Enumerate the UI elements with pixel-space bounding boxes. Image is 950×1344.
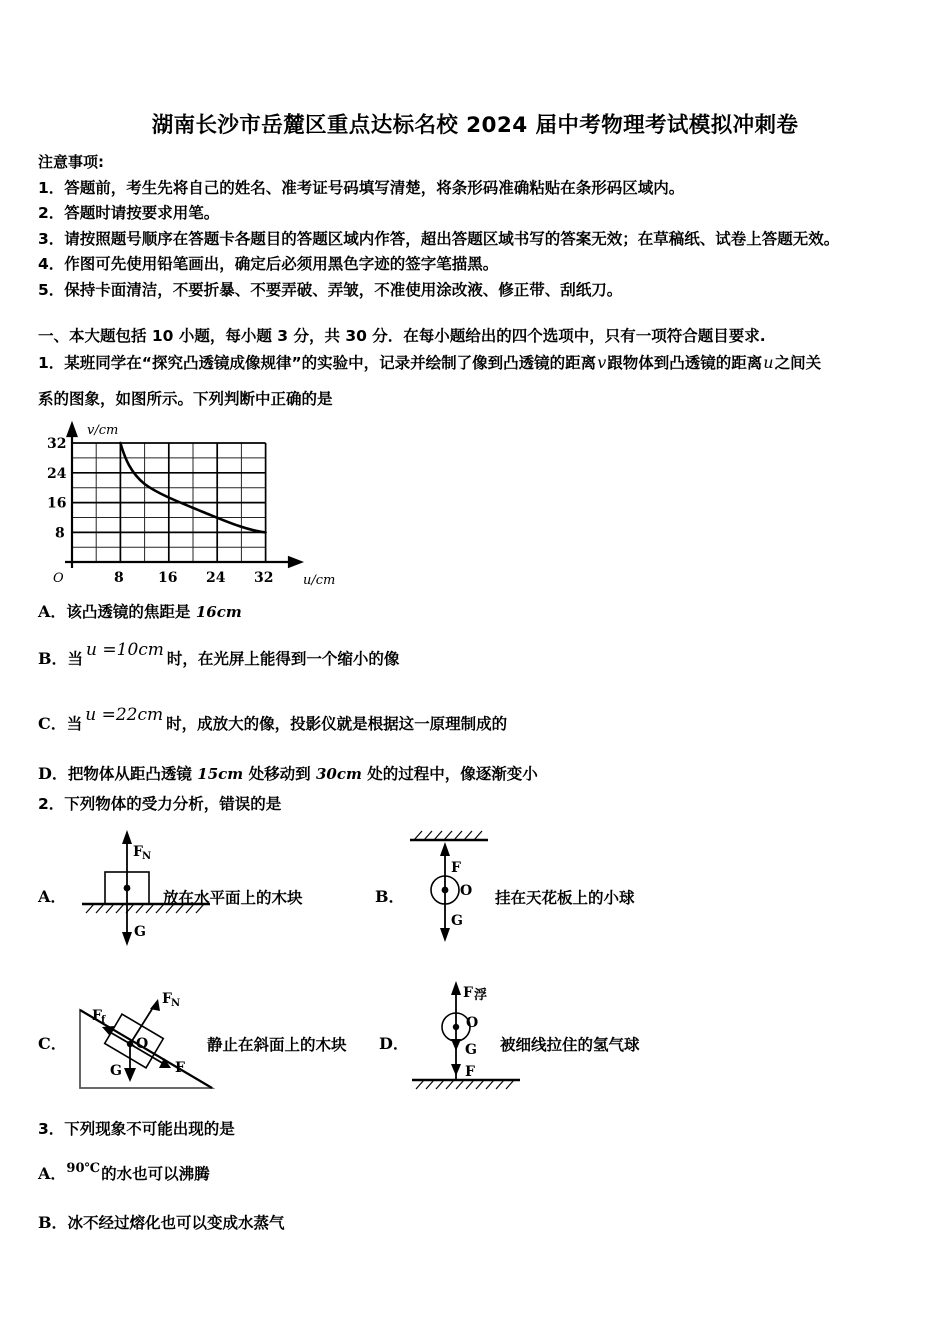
question-3-option-a-temperature: 90℃ bbox=[66, 1161, 101, 1176]
question-1-stem-line-1 bbox=[38, 352, 821, 374]
question-1-option-c bbox=[38, 705, 508, 735]
question-1-option-d-unit-2: cm bbox=[336, 765, 362, 783]
arrow-head-up bbox=[440, 842, 450, 856]
notice-item-1: 1．答题前，考生先将自己的姓名、准考证号码填写清楚，将条形码准确粘贴在条形码区域内。 bbox=[38, 178, 685, 197]
arrow-head-buoyancy bbox=[451, 981, 461, 995]
question-2-option-b-caption: 挂在天花板上的小球 bbox=[495, 889, 635, 907]
question-3-option-b bbox=[38, 1212, 285, 1234]
question-2-option-d-label-wrap bbox=[379, 1033, 409, 1055]
notice-item-2: 2．答题时请按要求用笔。 bbox=[38, 204, 220, 223]
question-1-var-v: v bbox=[597, 353, 607, 372]
question-3-stem-text: 下列现象不可能出现的是 bbox=[64, 1120, 235, 1138]
notice-heading: 注意事项: bbox=[38, 153, 104, 171]
label-gravity: G bbox=[134, 924, 146, 940]
graph-xtick-16: 16 bbox=[158, 570, 178, 586]
label-gravity: G bbox=[110, 1063, 122, 1079]
question-1-option-a-label: A． bbox=[38, 602, 67, 621]
question-3-option-a bbox=[38, 1163, 210, 1187]
arrow-head-gravity bbox=[124, 1068, 136, 1082]
graph-ytick-32: 32 bbox=[47, 436, 67, 452]
question-1-option-d-text-after: 处的过程中，像逐渐变小 bbox=[361, 765, 538, 783]
question-3-option-a-label: A． bbox=[38, 1164, 67, 1183]
label-tension-force: F bbox=[451, 860, 461, 876]
graph-ytick-24: 24 bbox=[47, 466, 67, 482]
question-1-option-a-text: 该凸透镜的焦距是 bbox=[66, 603, 196, 621]
center-of-mass-dot bbox=[124, 885, 131, 892]
ceiling-hatching bbox=[414, 831, 482, 840]
question-2-option-b-label: B． bbox=[375, 887, 405, 906]
arrow-head-down bbox=[122, 932, 132, 946]
question-2-option-c-caption: 静止在斜面上的木块 bbox=[207, 1036, 347, 1054]
question-3-option-a-text: 的水也可以沸腾 bbox=[101, 1165, 210, 1183]
notice-item-4: 4．作图可先使用铅笔画出，确定后必须用黑色字迹的签字笔描黑。 bbox=[38, 255, 499, 274]
arrow-head-down bbox=[440, 928, 450, 942]
question-1-option-a bbox=[38, 601, 242, 623]
graph-major-gridlines bbox=[72, 443, 266, 562]
question-1-option-d bbox=[38, 763, 538, 785]
graph-xtick-24: 24 bbox=[206, 570, 226, 586]
question-1-option-b-text-after: 时，在光屏上能得到一个缩小的像 bbox=[166, 650, 400, 668]
ground-hatching bbox=[416, 1080, 514, 1089]
question-2-option-a-caption: 放在水平面上的木块 bbox=[163, 889, 303, 907]
question-3-option-b-text: 冰不经过熔化也可以变成水蒸气 bbox=[67, 1214, 285, 1232]
question-1-number: 1． bbox=[38, 354, 65, 372]
arrow-head-up bbox=[122, 830, 132, 844]
arrow-head-tension bbox=[451, 1064, 461, 1076]
label-normal-force: F bbox=[133, 844, 143, 860]
graph-x-axis-label: u/cm bbox=[303, 573, 336, 588]
graph-ytick-16: 16 bbox=[47, 495, 67, 512]
question-2-stem bbox=[38, 793, 281, 815]
question-2-option-d-caption: 被细线拉住的氢气球 bbox=[500, 1036, 640, 1054]
center-of-mass-dot bbox=[453, 1024, 459, 1030]
question-2-option-c-label-wrap bbox=[38, 1033, 67, 1055]
question-1-option-d-text-before: 把物体从距凸透镜 bbox=[67, 765, 198, 783]
question-1-option-a-value: 16 bbox=[195, 603, 217, 621]
notice-block bbox=[38, 150, 928, 304]
label-buoyant-force: F bbox=[463, 985, 473, 1001]
question-2-option-a-label: A． bbox=[38, 887, 67, 906]
label-point-o: O bbox=[460, 883, 473, 899]
question-2-option-a-label-wrap bbox=[38, 886, 66, 908]
question-1-stem-part-a: 某班同学在“探究凸透镜成像规律”的实验中，记录并绘制了像到凸透镜的距离 bbox=[64, 354, 597, 372]
notice-item-5: 5．保持卡面清洁，不要折暴、不要弄破、弄皱，不准使用涂改液、修正带、刮纸刀。 bbox=[38, 280, 623, 299]
graph-origin-label: O bbox=[53, 571, 64, 586]
question-1-option-c-text-before: 当 bbox=[66, 715, 83, 733]
question-1-option-c-formula: u =22cm bbox=[85, 705, 164, 725]
question-1-stem-part-b: 跟物体到凸透镜的距离 bbox=[607, 354, 763, 372]
question-1-option-c-label: C． bbox=[38, 714, 67, 733]
question-3-option-b-label: B． bbox=[38, 1213, 68, 1232]
graph-ytick-8: 8 bbox=[55, 525, 65, 542]
question-2-option-d-label: D． bbox=[379, 1034, 409, 1053]
label-normal-force-sub: N bbox=[171, 998, 181, 1009]
graph-xtick-32: 32 bbox=[254, 570, 274, 586]
center-of-mass-dot bbox=[442, 887, 449, 894]
question-1-option-d-value-2: 30 bbox=[315, 765, 337, 783]
question-2-stem-text: 下列物体的受力分析，错误的是 bbox=[64, 795, 282, 813]
question-3-number: 3． bbox=[38, 1120, 65, 1138]
label-tension-force: F bbox=[465, 1064, 475, 1080]
question-1-option-b-text-before: 当 bbox=[67, 650, 84, 668]
question-1-option-c-text-after: 时，成放大的像，投影仪就是根据这一原理制成的 bbox=[166, 715, 508, 733]
question-2-option-c-label: C． bbox=[38, 1034, 67, 1053]
arrow-head-normal bbox=[150, 999, 160, 1011]
question-1-option-d-label: D． bbox=[38, 764, 68, 783]
page-title: 湖南长沙市岳麓区重点达标名校 2024 届中考物理考试模拟冲刺卷 bbox=[151, 113, 799, 138]
section-header: 一、本大题包括 10 小题，每小题 3 分，共 30 分．在每小题给出的四个选项中，只有一项符合题目要求. bbox=[38, 327, 766, 345]
label-friction-force-sub: f bbox=[101, 1015, 106, 1026]
label-gravity: G bbox=[451, 913, 463, 929]
question-1-option-d-mid: 处移动到 bbox=[243, 765, 316, 783]
question-1-option-b-formula: u =10cm bbox=[86, 640, 164, 660]
label-normal-force: F bbox=[162, 991, 172, 1007]
question-1-stem-part-c: 之间关 bbox=[774, 354, 822, 372]
arrow-head-gravity bbox=[451, 1039, 461, 1051]
question-1-graph-figure bbox=[45, 418, 375, 588]
question-3-stem bbox=[38, 1118, 235, 1140]
label-buoyant-force-sub: 浮 bbox=[474, 988, 488, 1003]
graph-xtick-8: 8 bbox=[114, 570, 124, 586]
question-1-option-b-label: B． bbox=[38, 649, 68, 668]
question-1-option-d-unit-1: cm bbox=[218, 765, 244, 783]
label-point-o: O bbox=[136, 1036, 149, 1052]
notice-item-3: 3．请按照题号顺序在答题卡各题目的答题区域内作答，超出答题区域书写的答案无效；在草稿纸、试卷上答题无效。 bbox=[38, 229, 840, 248]
label-point-o: O bbox=[466, 1015, 479, 1031]
graph-y-axis-label: v/cm bbox=[87, 423, 119, 438]
label-gravity: G bbox=[465, 1042, 477, 1058]
question-1-option-d-value-1: 15 bbox=[197, 765, 219, 783]
question-1-stem-line-2: 系的图象，如图所示。下列判断中正确的是 bbox=[38, 390, 333, 408]
label-friction-force: F bbox=[92, 1008, 102, 1024]
label-normal-force-sub: N bbox=[142, 851, 152, 862]
label-applied-force: F bbox=[175, 1060, 185, 1076]
question-2-number: 2． bbox=[38, 795, 65, 813]
question-1-option-a-unit: cm bbox=[216, 603, 242, 621]
question-1-option-b bbox=[38, 640, 400, 670]
question-1-var-u: u bbox=[763, 353, 774, 372]
